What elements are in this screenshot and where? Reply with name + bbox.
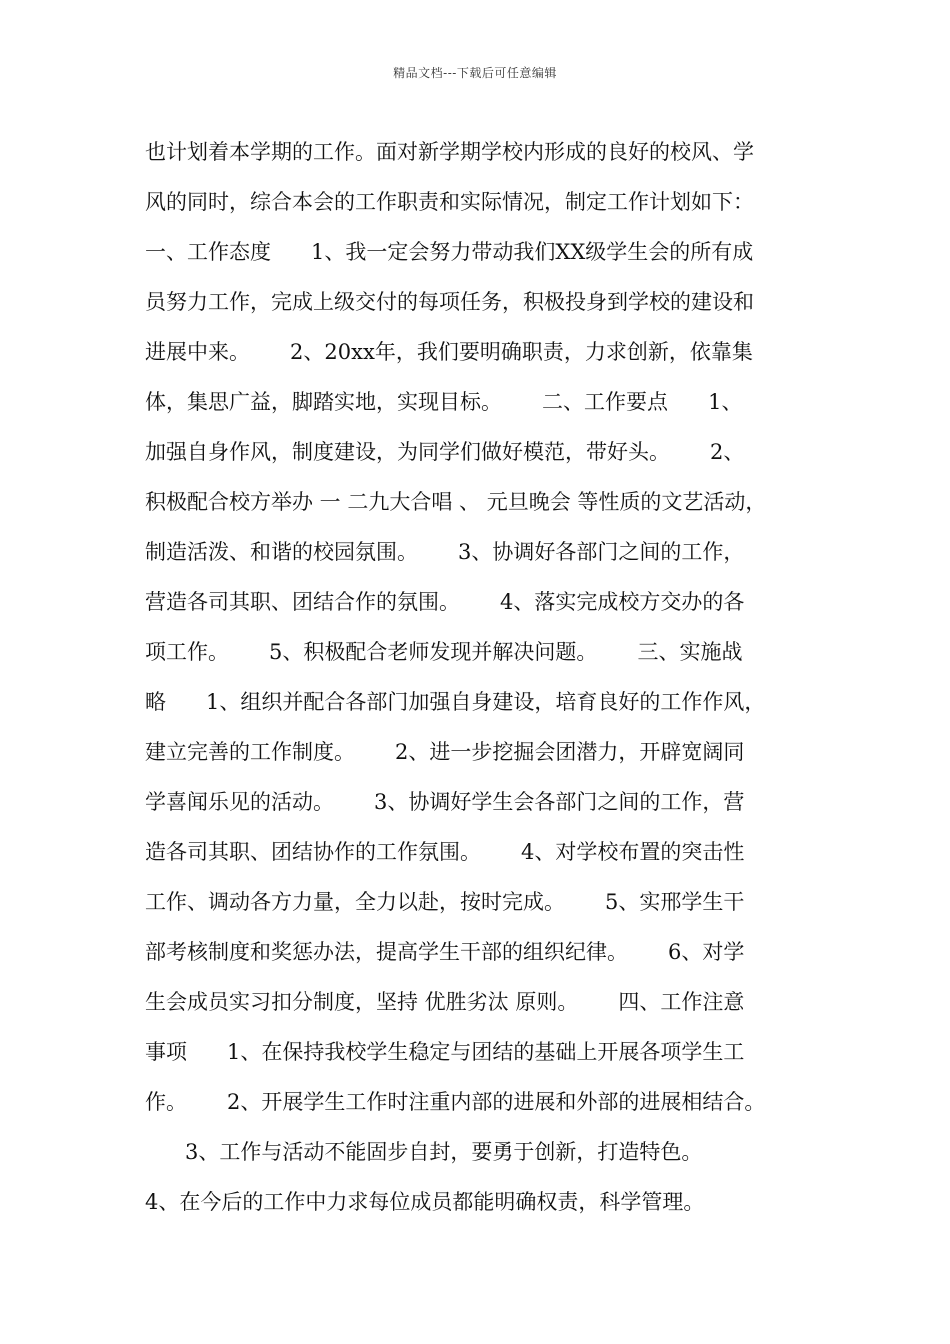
text-line: 作。 2、开展学生工作时注重内部的进展和外部的进展相结合。	[145, 1090, 766, 1114]
text-line: 工作、调动各方力量，全力以赴，按时完成。 5、实邢学生干	[145, 890, 745, 914]
text-line: 项工作。 5、积极配合老师发现并解决问题。 三、实施战	[145, 640, 743, 664]
text-line: 一、工作态度 1、我一定会努力带动我们XX级学生会的所有成	[145, 240, 754, 264]
text-line: 事项 1、在保持我校学生稳定与团结的基础上开展各项学生工	[145, 1040, 745, 1064]
text-line: 造各司其职、团结协作的工作氛围。 4、对学校布置的突击性	[145, 840, 745, 864]
text-line: 学喜闻乐见的活动。 3、协调好学生会各部门之间的工作，营	[145, 790, 745, 814]
text-line: 营造各司其职、团结合作的氛围。 4、落实完成校方交办的各	[145, 590, 745, 614]
text-line: 制造活泼、和谐的校园氛围。 3、协调好各部门之间的工作，	[145, 540, 745, 564]
text-line: 3、工作与活动不能固步自封，要勇于创新，打造特色。	[185, 1140, 703, 1164]
text-line: 体，集思广益，脚踏实地，实现目标。 二、工作要点 1、	[145, 390, 743, 414]
text-line: 部考核制度和奖惩办法，提高学生干部的组织纪律。 6、对学	[145, 940, 745, 964]
document-body	[145, 130, 825, 1230]
text-line: 生会成员实习扣分制度，坚持 优胜劣汰 原则。 四、工作注意	[145, 990, 745, 1014]
text-line: 也计划着本学期的工作。面对新学期学校内形成的良好的校风、学	[145, 140, 754, 164]
text-line: 略 1、组织并配合各部门加强自身建设，培育良好的工作作风，	[145, 690, 766, 714]
text-line: 建立完善的工作制度。 2、进一步挖掘会团潜力，开辟宽阔同	[145, 740, 745, 764]
text-line: 风的同时，综合本会的工作职责和实际情况，制定工作计划如下：	[145, 190, 754, 214]
text-line: 加强自身作风，制度建设，为同学们做好模范，带好头。 2、	[145, 440, 745, 464]
text-line: 积极配合校方举办 一 二九大合唱 、 元旦晚会 等性质的文艺活动，	[145, 490, 767, 514]
text-line: 进展中来。 2、20xx年，我们要明确职责，力求创新，依靠集	[145, 340, 753, 364]
page-header: 精品文档---下载后可任意编辑	[393, 66, 557, 80]
text-line: 员努力工作，完成上级交付的每项任务，积极投身到学校的建设和	[145, 290, 754, 314]
text-line: 4、在今后的工作中力求每位成员都能明确权责，科学管理。	[145, 1190, 705, 1214]
